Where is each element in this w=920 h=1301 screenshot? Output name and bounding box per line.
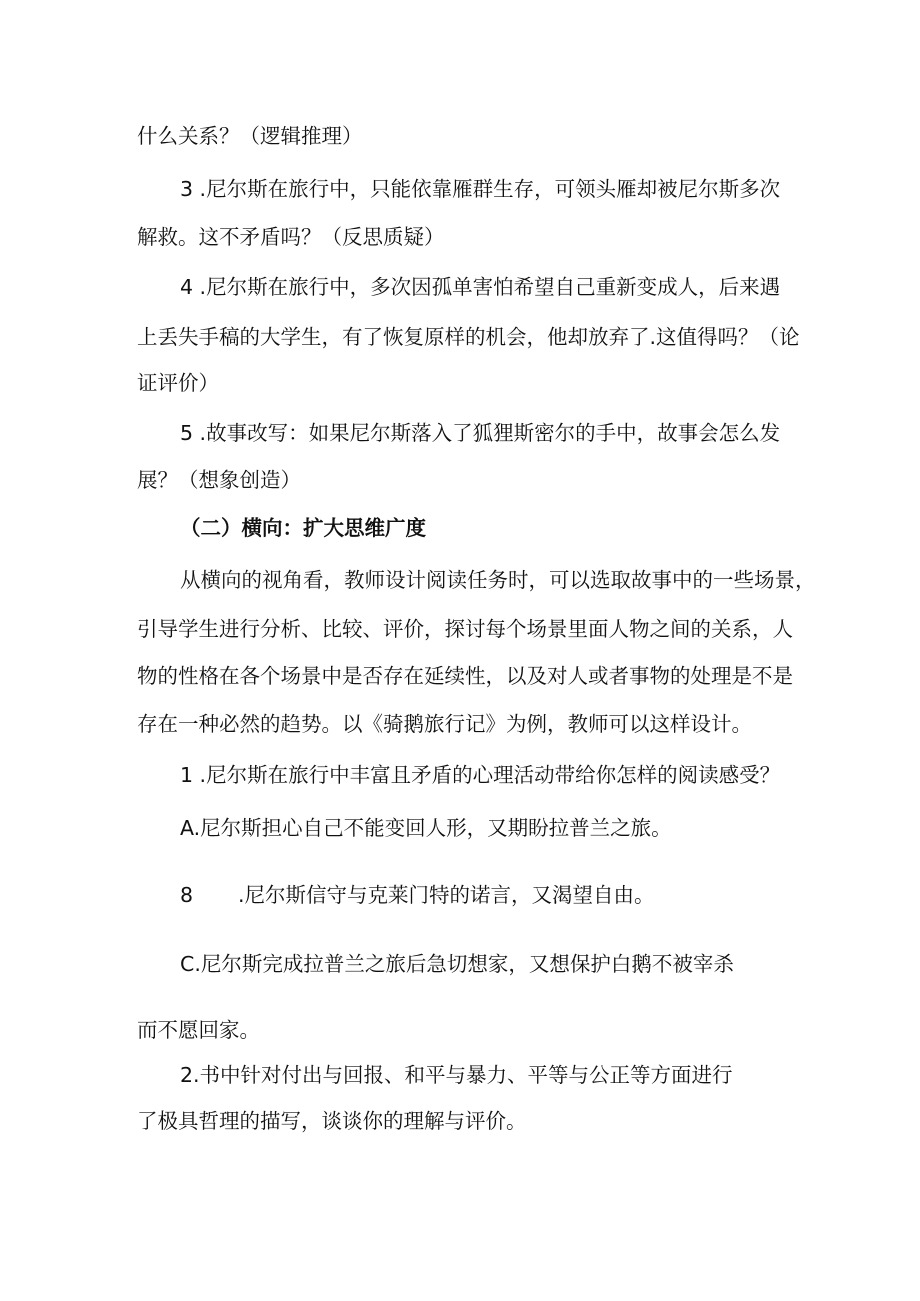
paragraph-line-4: 存在一种必然的趋势。以《骑鹅旅行记》为例，教师可以这样设计。 <box>137 712 752 736</box>
paragraph-line-1: 从横向的视角看，教师设计阅读任务时，可以选取故事中的一些场景， <box>180 568 816 592</box>
question-2-line-2: 了极具哲理的描写，谈谈你的理解与评价。 <box>137 1109 527 1133</box>
section-heading: （二）横向：扩大思维广度 <box>180 516 426 540</box>
question-3-line-1: 3 .尼尔斯在旅行中，只能依靠雁群生存，可领头雁却被尼尔斯多次 <box>180 177 781 201</box>
text-line: 什么关系？（逻辑推理） <box>137 124 363 148</box>
paragraph-line-2: 引导学生进行分析、比较、评价，探讨每个场景里面人物之间的关系，人 <box>137 617 793 641</box>
option-c-line-1: C.尼尔斯完成拉普兰之旅后急切想家，又想保护白鹅不被宰杀 <box>180 952 734 976</box>
question-5-line-1: 5 .故事改写：如果尼尔斯落入了狐狸斯密尔的手中，故事会怎么发 <box>180 421 781 445</box>
question-4-line-2: 上丢失手稿的大学生，有了恢复原样的机会，他却放弃了.这值得吗？（论 <box>137 325 800 349</box>
question-4-line-1: 4 .尼尔斯在旅行中，多次因孤单害怕希望自己重新变成人，后来遇 <box>180 275 781 299</box>
question-5-line-2: 展？（想象创造） <box>137 468 301 492</box>
question-4-line-3: 证评价） <box>137 371 219 395</box>
question-1: 1 .尼尔斯在旅行中丰富且矛盾的心理活动带给你怎样的阅读感受？ <box>180 763 781 787</box>
option-b-text: .尼尔斯信守与克莱门特的诺言，又渴望自由。 <box>238 883 655 907</box>
question-2-line-1: 2.书中针对付出与回报、和平与暴力、平等与公正等方面进行 <box>180 1063 733 1087</box>
option-c-line-2: 而不愿回家。 <box>137 1018 260 1042</box>
option-a: A.尼尔斯担心自己不能变回人形，又期盼拉普兰之旅。 <box>180 816 672 840</box>
question-3-line-2: 解救。这不矛盾吗？（反思质疑） <box>137 225 445 249</box>
option-b-number: 8 <box>180 883 194 907</box>
paragraph-line-3: 物的性格在各个场景中是否存在延续性，以及对人或者事物的处理是不是 <box>137 664 793 688</box>
